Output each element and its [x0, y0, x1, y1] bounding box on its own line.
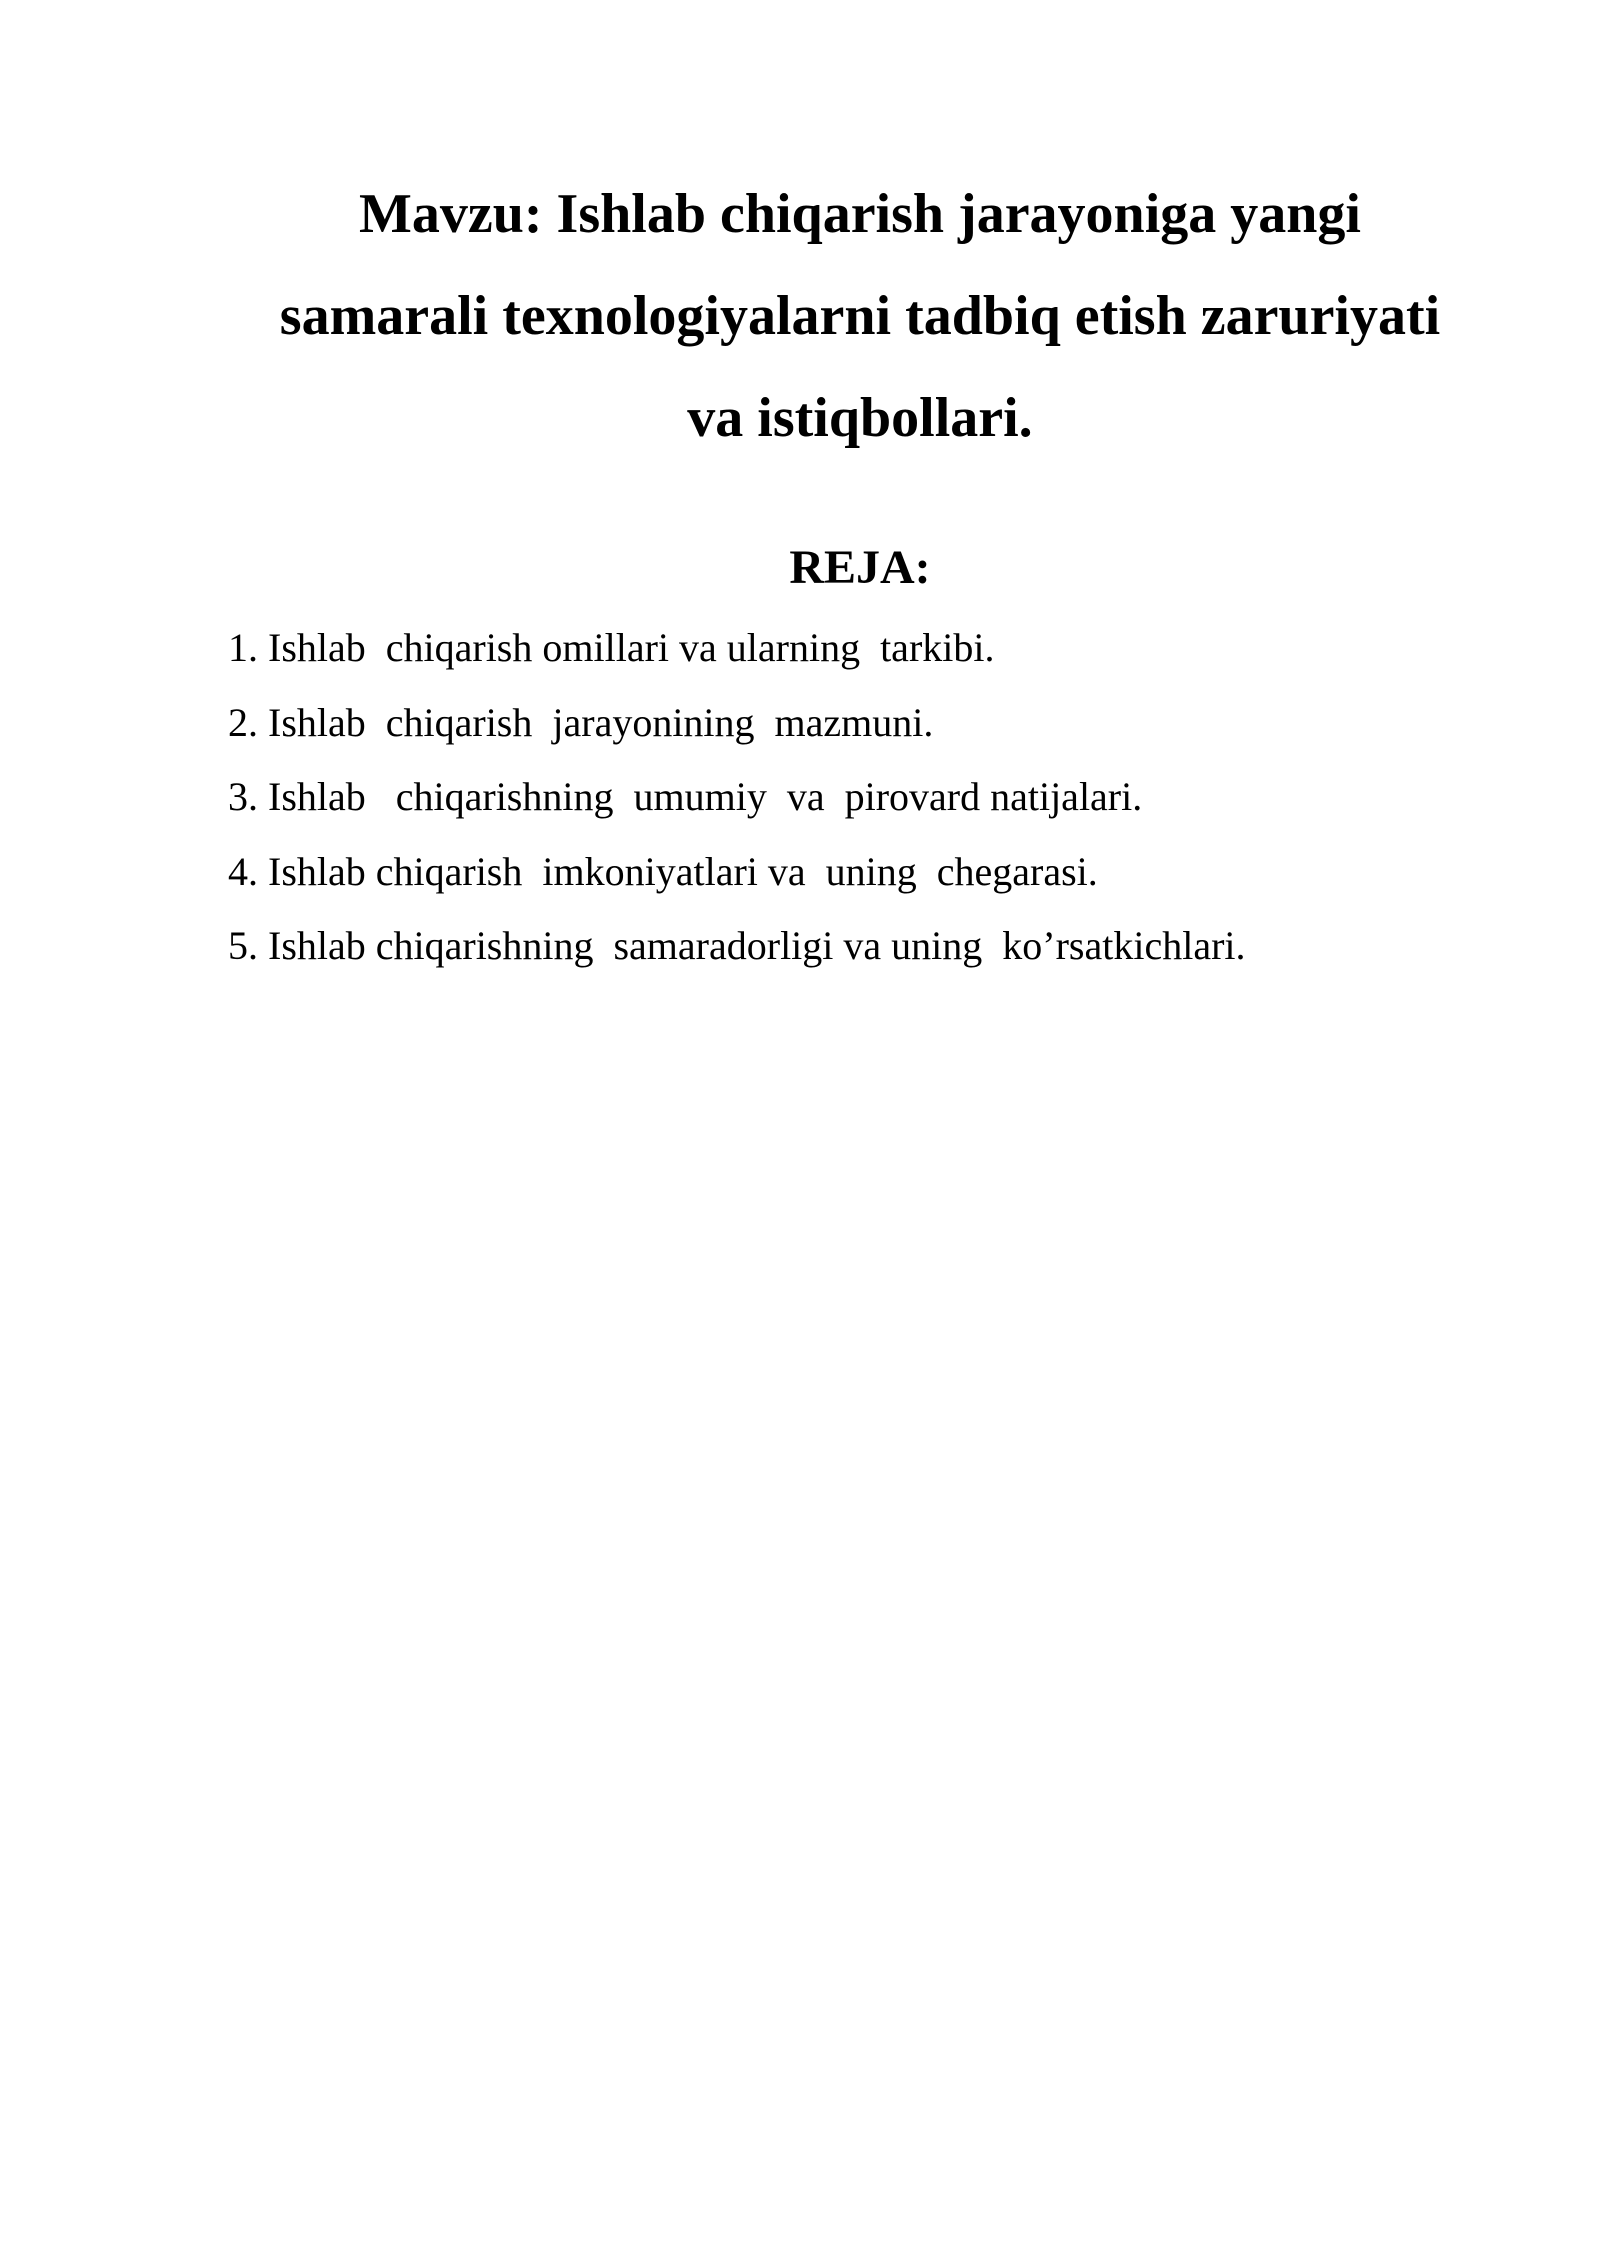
title-line: samarali texnologiyalarni tadbiq etish zaruriyati	[279, 285, 1441, 347]
title-line: va istiqbollari.	[687, 387, 1033, 449]
plan-item: 5. Ishlab chiqarishning samaradorligi va uning ko’rsatkichlari.	[228, 923, 1246, 968]
plan-item: 3. Ishlab chiqarishning umumiy va pirovard natijalari.	[228, 774, 1143, 819]
document-title	[230, 163, 1490, 469]
title-line: Mavzu: Ishlab chiqarish jarayoniga yangi	[359, 183, 1361, 245]
plan-heading: REJA:	[789, 541, 931, 594]
plan-list	[228, 611, 1468, 984]
plan-item: 2. Ishlab chiqarish jarayonining mazmuni.	[228, 699, 934, 745]
plan-item: 1. Ishlab chiqarish omillari va ularning tarkibi.	[228, 625, 995, 670]
plan-item: 4. Ishlab chiqarish imkoniyatlari va uning chegarasi.	[228, 848, 1098, 894]
